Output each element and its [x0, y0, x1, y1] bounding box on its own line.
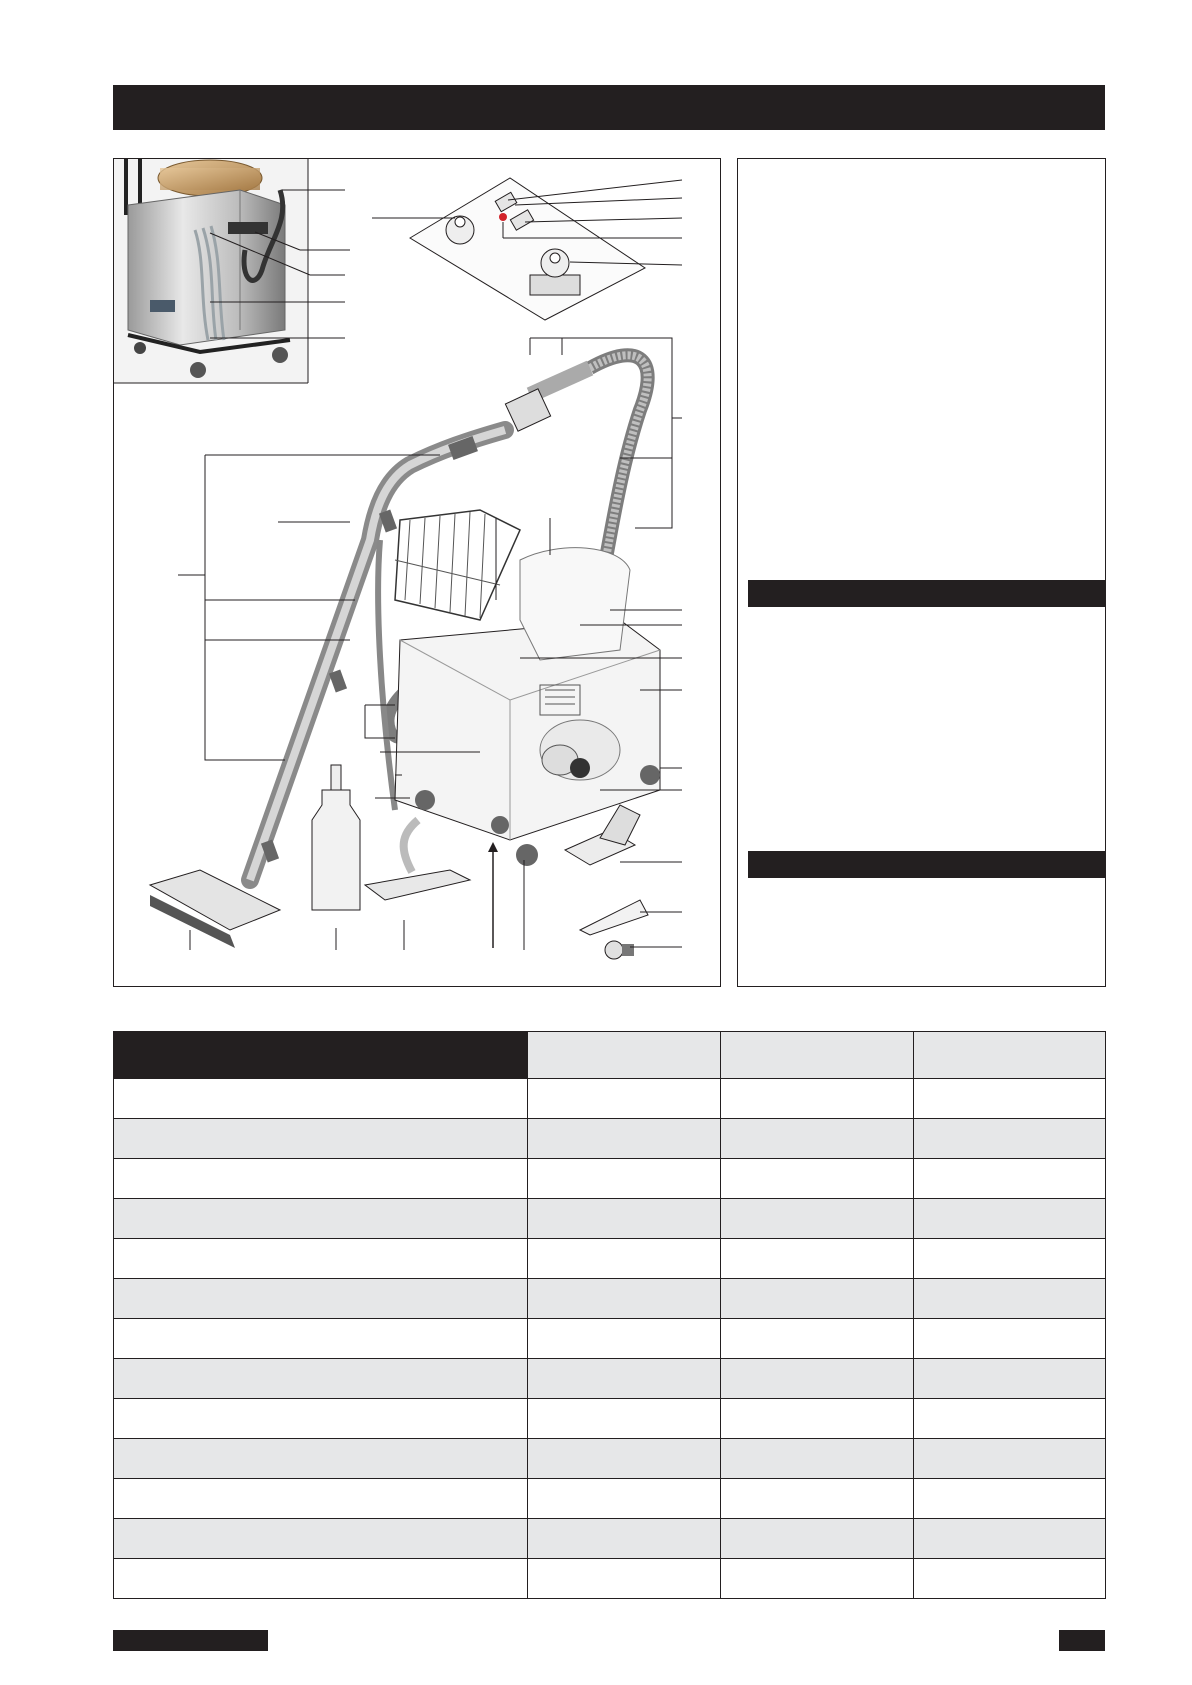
table-cell [721, 1519, 914, 1559]
header-cell [528, 1032, 721, 1079]
table-cell [114, 1519, 528, 1559]
table-cell [914, 1159, 1106, 1199]
header-cell [721, 1032, 914, 1079]
table-cell [528, 1439, 721, 1479]
table-cell [114, 1159, 528, 1199]
table-cell [914, 1239, 1106, 1279]
table-cell [914, 1359, 1106, 1399]
spec-table-header [114, 1032, 1106, 1079]
table-cell [114, 1479, 528, 1519]
table-cell [528, 1319, 721, 1359]
table-cell [114, 1199, 528, 1239]
table-cell [528, 1079, 721, 1119]
table-row [114, 1559, 1106, 1599]
table-cell [914, 1479, 1106, 1519]
table-cell [721, 1479, 914, 1519]
table-cell [528, 1199, 721, 1239]
table-row [114, 1519, 1106, 1559]
table-row [114, 1279, 1106, 1319]
table-cell [528, 1239, 721, 1279]
table-cell [114, 1399, 528, 1439]
table-cell [528, 1159, 721, 1199]
table-cell [721, 1119, 914, 1159]
table-cell [721, 1439, 914, 1479]
table-row [114, 1119, 1106, 1159]
table-cell [914, 1199, 1106, 1239]
table-cell [914, 1519, 1106, 1559]
table-row [114, 1439, 1106, 1479]
footer-left-tab [113, 1630, 268, 1651]
table-cell [528, 1119, 721, 1159]
table-cell [114, 1439, 528, 1479]
table-row [114, 1359, 1106, 1399]
table-cell [721, 1359, 914, 1399]
table-cell [914, 1439, 1106, 1479]
table-cell [914, 1319, 1106, 1359]
table-cell [914, 1119, 1106, 1159]
table-cell [528, 1359, 721, 1399]
table-cell [721, 1279, 914, 1319]
table-cell [114, 1119, 528, 1159]
table-cell [528, 1279, 721, 1319]
spec-table [113, 1031, 1106, 1599]
table-cell [721, 1239, 914, 1279]
table-cell [914, 1559, 1106, 1599]
table-cell [721, 1559, 914, 1599]
table-cell [914, 1399, 1106, 1439]
footer-page-tab [1059, 1630, 1105, 1651]
table-cell [914, 1079, 1106, 1119]
table-row [114, 1199, 1106, 1239]
table-row [114, 1479, 1106, 1519]
table-cell [721, 1319, 914, 1359]
table-row [114, 1159, 1106, 1199]
control-panel [372, 178, 682, 320]
table-cell [528, 1559, 721, 1599]
table-cell [114, 1319, 528, 1359]
table-cell [114, 1239, 528, 1279]
table-row [114, 1319, 1106, 1359]
table-cell [721, 1199, 914, 1239]
table-row [114, 1399, 1106, 1439]
inset-photo [114, 159, 350, 383]
table-cell [721, 1159, 914, 1199]
table-cell [114, 1359, 528, 1399]
table-cell [721, 1399, 914, 1439]
table-cell [528, 1399, 721, 1439]
table-cell [914, 1279, 1106, 1319]
table-cell [114, 1279, 528, 1319]
table-cell [114, 1559, 528, 1599]
table-cell [528, 1479, 721, 1519]
table-cell [114, 1079, 528, 1119]
table-row [114, 1239, 1106, 1279]
table-cell [721, 1079, 914, 1119]
table-row [114, 1079, 1106, 1119]
header-cell [914, 1032, 1106, 1079]
table-cell [528, 1519, 721, 1559]
header-cell [114, 1032, 528, 1079]
